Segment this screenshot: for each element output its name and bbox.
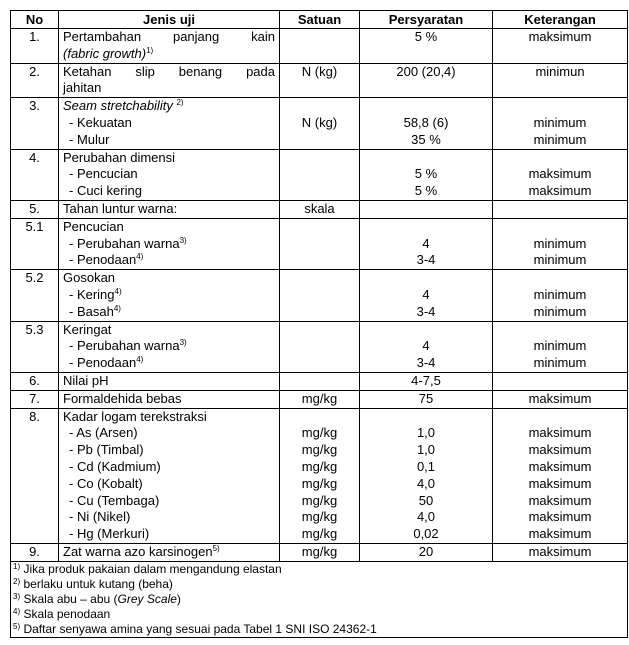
sub-item-remark: maksimum bbox=[528, 183, 592, 199]
row-number: 8. bbox=[11, 408, 59, 543]
table-row bbox=[11, 543, 628, 561]
requirement: 75 bbox=[360, 390, 493, 408]
table-row bbox=[11, 372, 628, 390]
requirement bbox=[360, 98, 493, 149]
sub-item-label: - Cu (Tembaga) bbox=[69, 492, 160, 508]
sub-item-label: - Kering bbox=[69, 286, 115, 302]
sub-item-unit: mg/kg bbox=[301, 425, 338, 441]
sub-item-remark: maksimum bbox=[528, 526, 592, 542]
test-title: Seam stretchability bbox=[63, 98, 173, 114]
header-satuan: Satuan bbox=[280, 11, 360, 29]
requirement bbox=[360, 321, 493, 372]
sub-item-requirement: 0,02 bbox=[413, 526, 439, 542]
remark bbox=[493, 408, 628, 543]
sub-item-label: - Pencucian bbox=[69, 166, 138, 182]
table-row bbox=[11, 408, 628, 543]
footnote-mark: 4) bbox=[136, 252, 144, 262]
sub-item-unit: mg/kg bbox=[301, 475, 338, 491]
remark: minimun bbox=[493, 63, 628, 98]
remark bbox=[493, 270, 628, 321]
sub-item-label: - Pb (Timbal) bbox=[69, 442, 144, 458]
sub-item-remark: maksimum bbox=[528, 425, 592, 441]
requirement: 5 % bbox=[360, 29, 493, 64]
sub-item-requirement: 35 % bbox=[411, 131, 441, 147]
test-name-line: jahitan bbox=[63, 80, 102, 96]
sub-item-requirement: 3-4 bbox=[416, 355, 436, 371]
footnote bbox=[13, 607, 627, 622]
sub-item-requirement: 4 bbox=[422, 235, 430, 251]
footnote-text: ) bbox=[176, 591, 181, 606]
footnote-mark: 4) bbox=[136, 355, 144, 365]
test-title: Perubahan dimensi bbox=[63, 149, 176, 165]
test-name-line: Pertambahan panjang kain bbox=[63, 29, 275, 44]
sub-item-label: - Co (Kobalt) bbox=[69, 475, 143, 491]
unit: skala bbox=[280, 200, 360, 218]
sub-item-remark: minimum bbox=[533, 114, 587, 130]
header-persyaratan: Persyaratan bbox=[360, 11, 493, 29]
unit: mg/kg bbox=[280, 390, 360, 408]
test-title: Nilai pH bbox=[59, 372, 280, 390]
requirements-table bbox=[10, 10, 628, 638]
sub-item-label: - Hg (Merkuri) bbox=[69, 526, 150, 542]
sub-item-unit: mg/kg bbox=[301, 442, 338, 458]
header-jenis-uji: Jenis uji bbox=[59, 11, 280, 29]
sub-item-remark: minimum bbox=[533, 338, 587, 354]
sub-item-requirement: 4,0 bbox=[416, 475, 436, 491]
table-row bbox=[11, 270, 628, 321]
footnote-italic-text: Grey Scale bbox=[117, 591, 177, 606]
remark bbox=[493, 218, 628, 269]
table-row bbox=[11, 98, 628, 149]
sub-item-requirement: 50 bbox=[418, 492, 434, 508]
header-keterangan: Keterangan bbox=[493, 11, 628, 29]
footnote-mark: 2) bbox=[13, 576, 21, 586]
footnote-text: Skala abu – abu ( bbox=[23, 591, 118, 606]
footnote-mark: 4) bbox=[13, 606, 21, 616]
unit bbox=[280, 270, 360, 321]
unit bbox=[280, 321, 360, 372]
test-name bbox=[59, 98, 280, 149]
sub-item-label: - Penodaan bbox=[69, 355, 137, 371]
test-name-line: (fabric growth) bbox=[63, 45, 147, 61]
remark bbox=[493, 149, 628, 200]
row-number: 9. bbox=[11, 543, 59, 561]
sub-item-requirement: 3-4 bbox=[416, 303, 436, 319]
sub-item-remark: maksimum bbox=[528, 492, 592, 508]
sub-item-remark: maksimum bbox=[528, 166, 592, 182]
requirement: 20 bbox=[360, 543, 493, 561]
remark bbox=[493, 372, 628, 390]
row-number: 4. bbox=[11, 149, 59, 200]
sub-item-remark: maksimum bbox=[528, 442, 592, 458]
sub-item-requirement: 1,0 bbox=[416, 425, 436, 441]
unit bbox=[280, 372, 360, 390]
footnote-mark: 5) bbox=[13, 621, 21, 631]
footnote-mark: 3) bbox=[13, 591, 21, 601]
sub-item-remark: minimum bbox=[533, 355, 587, 371]
test-name bbox=[59, 63, 280, 98]
row-number: 5.3 bbox=[11, 321, 59, 372]
footnote-text: Daftar senyawa amina yang sesuai pada Tabel 1 SNI ISO 24362-1 bbox=[23, 621, 377, 636]
sub-item-label: - Ni (Nikel) bbox=[69, 509, 131, 525]
footnote bbox=[13, 592, 627, 607]
footnote-text: berlaku untuk kutang (beha) bbox=[23, 576, 173, 591]
footnote-mark: 1) bbox=[146, 45, 154, 55]
test-title: Gosokan bbox=[63, 270, 116, 286]
sub-item-requirement: 4,0 bbox=[416, 509, 436, 525]
requirement bbox=[360, 218, 493, 269]
sub-item-remark: minimum bbox=[533, 286, 587, 302]
test-name bbox=[59, 321, 280, 372]
sub-item-unit: mg/kg bbox=[301, 492, 338, 508]
footnote-mark: 5) bbox=[212, 543, 220, 553]
sub-item-requirement: 4 bbox=[422, 338, 430, 354]
remark bbox=[493, 200, 628, 218]
footnotes bbox=[11, 561, 628, 637]
test-title: Keringat bbox=[63, 321, 112, 337]
requirement bbox=[360, 408, 493, 543]
test-name bbox=[59, 149, 280, 200]
remark bbox=[493, 98, 628, 149]
requirement: 200 (20,4) bbox=[360, 63, 493, 98]
row-number: 5. bbox=[11, 200, 59, 218]
sub-item-remark: maksimum bbox=[528, 509, 592, 525]
row-number: 1. bbox=[11, 29, 59, 64]
unit bbox=[280, 149, 360, 200]
header-row bbox=[11, 11, 628, 29]
sub-item-label: - As (Arsen) bbox=[69, 425, 138, 441]
row-number: 7. bbox=[11, 390, 59, 408]
footnote bbox=[13, 577, 627, 592]
sub-item-label: - Mulur bbox=[69, 131, 110, 147]
requirement bbox=[360, 200, 493, 218]
unit bbox=[280, 29, 360, 64]
footnote-mark: 3) bbox=[179, 235, 187, 245]
test-name-line: Ketahan slip benang pada bbox=[63, 63, 275, 79]
table-row bbox=[11, 149, 628, 200]
sub-item-label: - Kekuatan bbox=[69, 114, 132, 130]
test-name bbox=[59, 408, 280, 543]
sub-item-label: - Perubahan warna bbox=[69, 338, 180, 354]
test-title: Kadar logam terekstraksi bbox=[63, 408, 207, 424]
unit: mg/kg bbox=[280, 543, 360, 561]
sub-item-label: - Cd (Kadmium) bbox=[69, 458, 161, 474]
test-name bbox=[59, 218, 280, 269]
sub-item-remark: minimum bbox=[533, 235, 587, 251]
footnote bbox=[13, 622, 627, 637]
row-number: 6. bbox=[11, 372, 59, 390]
table-row bbox=[11, 218, 628, 269]
row-number: 3. bbox=[11, 98, 59, 149]
table-row bbox=[11, 29, 628, 64]
test-title: Formaldehida bebas bbox=[59, 390, 280, 408]
table-row bbox=[11, 321, 628, 372]
test-name bbox=[59, 29, 280, 64]
row-number: 5.2 bbox=[11, 270, 59, 321]
row-number: 5.1 bbox=[11, 218, 59, 269]
footnote-text: Jika produk pakaian dalam mengandung elastan bbox=[23, 561, 282, 576]
sub-item-label: - Cuci kering bbox=[69, 183, 142, 199]
sub-item-remark: minimum bbox=[533, 303, 587, 319]
table-row bbox=[11, 200, 628, 218]
unit bbox=[280, 98, 360, 149]
footnote-mark: 2) bbox=[176, 98, 184, 108]
requirement: 4-7,5 bbox=[360, 372, 493, 390]
sub-item-remark: maksimum bbox=[528, 458, 592, 474]
sub-item-remark: maksimum bbox=[528, 475, 592, 491]
footnote-mark: 3) bbox=[179, 338, 187, 348]
sub-item-remark: minimum bbox=[533, 252, 587, 268]
table-row bbox=[11, 63, 628, 98]
footnote-mark: 1) bbox=[13, 561, 21, 571]
sub-item-label: - Penodaan bbox=[69, 252, 137, 268]
remark: maksimum bbox=[493, 390, 628, 408]
requirement bbox=[360, 149, 493, 200]
sub-item-requirement: 5 % bbox=[414, 166, 438, 182]
unit bbox=[280, 408, 360, 543]
footnote bbox=[13, 562, 627, 577]
sub-item-label: - Perubahan warna bbox=[69, 235, 180, 251]
unit: N (kg) bbox=[280, 63, 360, 98]
footnote-mark: 4) bbox=[114, 286, 122, 296]
footnotes-row bbox=[11, 561, 628, 637]
sub-item-requirement: 3-4 bbox=[416, 252, 436, 268]
requirement bbox=[360, 270, 493, 321]
test-name bbox=[59, 270, 280, 321]
remark bbox=[493, 321, 628, 372]
footnote-mark: 4) bbox=[113, 303, 121, 313]
sub-item-requirement: 5 % bbox=[414, 183, 438, 199]
footnote-text: Skala penodaan bbox=[23, 606, 111, 621]
header-no: No bbox=[11, 11, 59, 29]
sub-item-label: - Basah bbox=[69, 303, 114, 319]
row-number: 2. bbox=[11, 63, 59, 98]
sub-item-requirement: 58,8 (6) bbox=[403, 114, 449, 130]
remark: maksimum bbox=[493, 29, 628, 64]
sub-item-unit: mg/kg bbox=[301, 526, 338, 542]
test-name bbox=[59, 543, 280, 561]
sub-item-remark: minimum bbox=[533, 131, 587, 147]
sub-item-unit: mg/kg bbox=[301, 509, 338, 525]
sub-item-unit: N (kg) bbox=[301, 114, 338, 130]
sub-item-requirement: 1,0 bbox=[416, 442, 436, 458]
remark: maksimum bbox=[493, 543, 628, 561]
unit bbox=[280, 218, 360, 269]
sub-item-requirement: 4 bbox=[422, 286, 430, 302]
test-title: Zat warna azo karsinogen bbox=[63, 543, 213, 559]
table-row bbox=[11, 390, 628, 408]
test-title: Tahan luntur warna: bbox=[59, 200, 280, 218]
test-title: Pencucian bbox=[63, 218, 124, 234]
sub-item-unit: mg/kg bbox=[301, 458, 338, 474]
sub-item-requirement: 0,1 bbox=[416, 458, 436, 474]
